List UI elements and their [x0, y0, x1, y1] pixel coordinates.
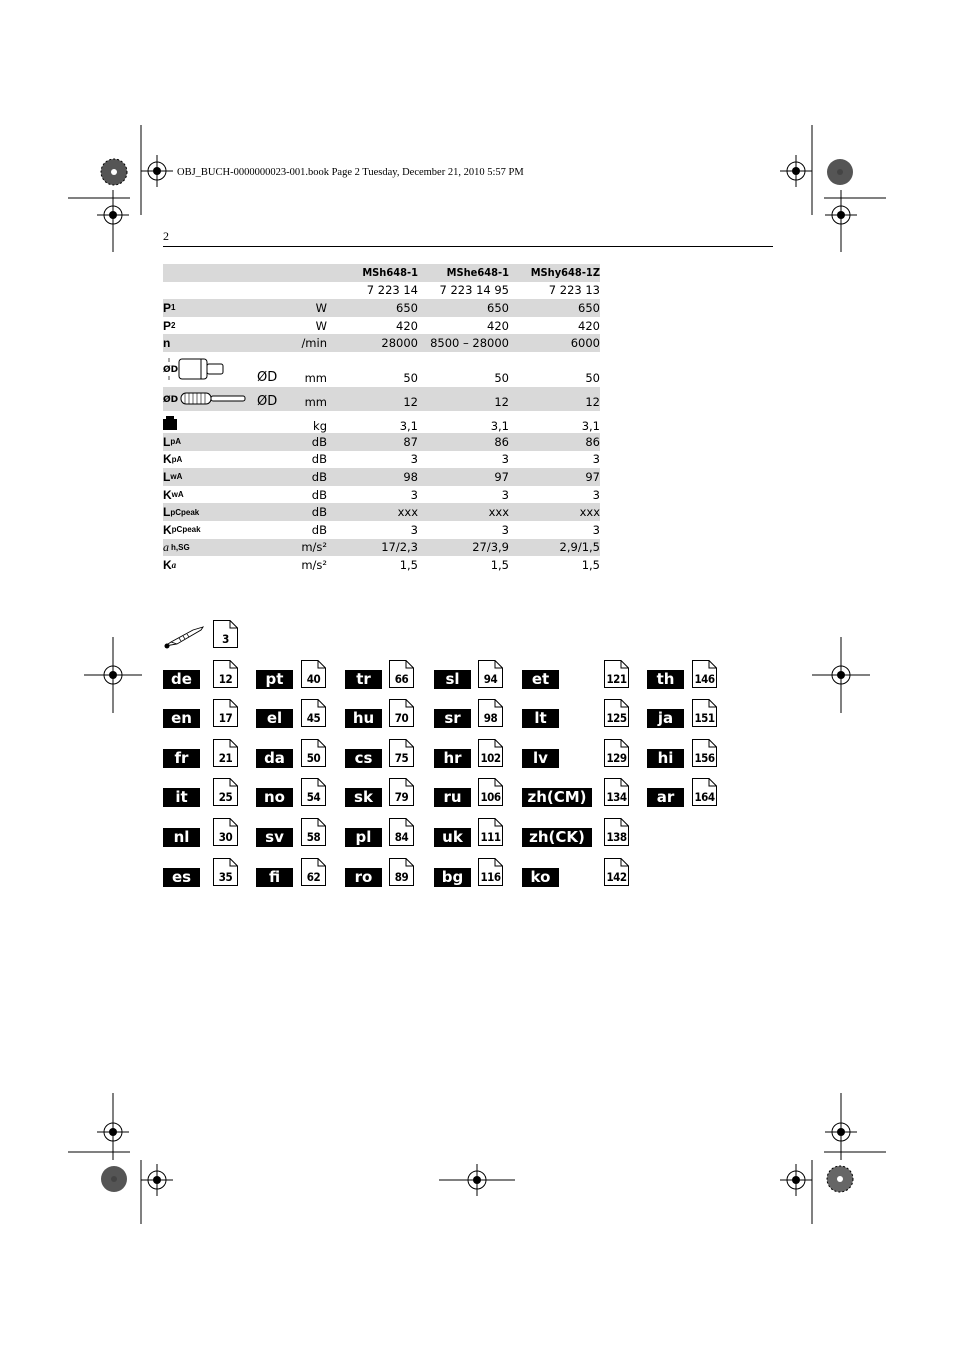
row-value: 3,1: [490, 418, 509, 433]
page-ref-icon[interactable]: [213, 660, 238, 688]
language-badge-zhcm[interactable]: zh(CM): [522, 788, 592, 807]
row-value: 3: [501, 487, 509, 502]
row-value: 97: [585, 469, 600, 484]
language-badge-sv[interactable]: sv: [256, 828, 293, 847]
language-badge-zhck[interactable]: zh(CK): [522, 828, 592, 847]
language-badge-sk[interactable]: sk: [345, 788, 382, 807]
language-badge-pt[interactable]: pt: [256, 670, 293, 689]
page-number-ref: 111: [480, 830, 501, 844]
page-ref-icon[interactable]: [213, 818, 238, 846]
language-badge-sl[interactable]: sl: [434, 670, 471, 689]
page-ref-icon[interactable]: [478, 699, 503, 727]
page-number-ref: 98: [483, 711, 498, 725]
page-ref-icon[interactable]: [213, 699, 238, 727]
language-badge-ru[interactable]: ru: [434, 788, 471, 807]
row-value: 3,1: [399, 418, 418, 433]
page-number-ref: 138: [606, 830, 627, 844]
row-symbol: ØD: [257, 393, 278, 409]
weight-icon: [163, 411, 177, 433]
row-unit: /min: [301, 336, 327, 351]
row-value: 50: [494, 370, 509, 385]
row-value: 27/3,9: [472, 540, 509, 555]
row-value: 8500 – 28000: [430, 336, 509, 351]
row-value: 28000: [381, 336, 418, 351]
star-target: [827, 159, 853, 185]
row-value: 97: [494, 469, 509, 484]
table-row: [163, 299, 600, 317]
language-badge-hu[interactable]: hu: [345, 709, 382, 728]
page-ref-icon[interactable]: [389, 739, 414, 767]
page-number: 2: [163, 229, 169, 243]
language-badge-ja[interactable]: ja: [647, 709, 684, 728]
row-label: K pCpeak: [163, 522, 201, 537]
page-number-ref: 58: [306, 830, 321, 844]
svg-text:ØD: ØD: [163, 394, 179, 405]
row-value: 2,9/1,5: [559, 540, 600, 555]
page-number-ref: 106: [480, 790, 501, 804]
language-badge-de[interactable]: de: [163, 670, 200, 689]
language-badge-uk[interactable]: uk: [434, 828, 471, 847]
row-unit: dB: [311, 505, 327, 520]
page-ref-icon[interactable]: [478, 818, 503, 846]
grinding-pin-icon: [163, 352, 225, 387]
row-value: 98: [403, 469, 418, 484]
model-name: MSh648-1: [362, 266, 418, 280]
row-unit: W: [315, 300, 327, 315]
row-unit: dB: [311, 434, 327, 449]
page-number-ref: 129: [606, 751, 627, 765]
row-unit: kg: [313, 418, 327, 433]
model-header-row: [163, 264, 600, 282]
page-ref-icon[interactable]: [604, 778, 629, 806]
page-ref-icon[interactable]: [478, 778, 503, 806]
registration-target: [439, 1164, 515, 1196]
language-badge-ko[interactable]: ko: [522, 868, 559, 887]
row-value: 3: [592, 452, 600, 467]
page-ref-icon[interactable]: [213, 778, 238, 806]
star-target: [827, 1166, 853, 1192]
row-label: K wA: [163, 487, 184, 502]
row-value: 3,1: [581, 418, 600, 433]
page-ref-icon[interactable]: [604, 858, 629, 886]
table-row: [163, 486, 600, 504]
row-value: 420: [487, 318, 509, 333]
row-value: 3: [592, 487, 600, 502]
page-ref-icon[interactable]: [604, 739, 629, 767]
page-number-ref: 54: [306, 790, 321, 804]
page-ref-icon[interactable]: [604, 818, 629, 846]
table-row: [163, 352, 600, 387]
row-value: 1,5: [399, 557, 418, 572]
page-ref-icon[interactable]: [213, 858, 238, 886]
page-number-ref: 62: [306, 870, 321, 884]
page-number-ref: 21: [218, 751, 233, 765]
row-value: 6000: [570, 336, 600, 351]
registration-target: [780, 1164, 812, 1196]
page-ref-icon[interactable]: [389, 858, 414, 886]
row-label: P 1: [163, 300, 176, 315]
language-badge-fi[interactable]: fi: [256, 868, 293, 887]
language-badge-tr[interactable]: tr: [345, 670, 382, 689]
language-badge-el[interactable]: el: [256, 709, 293, 728]
row-unit: dB: [311, 487, 327, 502]
row-label: L pCpeak: [163, 505, 200, 520]
registration-target: [141, 155, 173, 187]
row-value: 12: [494, 394, 509, 409]
registration-target: [84, 637, 142, 713]
page-ref-icon[interactable]: [301, 699, 326, 727]
language-badge-th[interactable]: th: [647, 670, 684, 689]
page-ref-icon[interactable]: [692, 660, 717, 688]
page-number-ref: 146: [694, 672, 715, 686]
row-label: n: [163, 336, 171, 351]
page-number-ref: 17: [218, 711, 233, 725]
row-value: 3: [592, 522, 600, 537]
page-number-ref: 45: [306, 711, 321, 725]
language-badge-lt[interactable]: lt: [522, 709, 559, 728]
table-row: [163, 539, 600, 557]
page-ref-icon[interactable]: [389, 818, 414, 846]
row-label: a h,SG: [163, 539, 190, 554]
page-number-ref: 151: [694, 711, 715, 725]
page-number-ref: 89: [394, 870, 409, 884]
row-label: K pA: [163, 452, 183, 467]
page-ref-icon[interactable]: [301, 778, 326, 806]
language-badge-hr[interactable]: hr: [434, 749, 471, 768]
page-ref-icon[interactable]: [213, 739, 238, 767]
page-number-ref: 12: [218, 672, 233, 686]
page-number-ref: 156: [694, 751, 715, 765]
page-number-ref: 102: [480, 751, 501, 765]
page-number-ref: 164: [694, 790, 715, 804]
language-badge-ro[interactable]: ro: [345, 868, 382, 887]
order-number: 7 223 13: [548, 283, 600, 298]
row-value: 650: [578, 300, 600, 315]
language-badge-cs[interactable]: cs: [345, 749, 382, 768]
page-ref-icon[interactable]: [604, 660, 629, 688]
row-value: 3: [501, 522, 509, 537]
row-value: 1,5: [490, 557, 509, 572]
language-badge-et[interactable]: et: [522, 670, 559, 689]
row-label: L wA: [163, 469, 183, 484]
page-number-ref: 84: [394, 830, 409, 844]
row-value: 650: [487, 300, 509, 315]
language-badge-it[interactable]: it: [163, 788, 200, 807]
page-ref-icon[interactable]: [301, 858, 326, 886]
page-ref-icon[interactable]: [389, 699, 414, 727]
language-badge-lv[interactable]: lv: [522, 749, 559, 768]
row-value: 50: [403, 370, 418, 385]
collet-shaft-icon: [163, 387, 249, 411]
row-value: 420: [578, 318, 600, 333]
model-name: MShe648-1: [446, 266, 509, 280]
page-ref-icon[interactable]: [301, 818, 326, 846]
page-number-ref: 142: [606, 870, 627, 884]
table-row: [163, 503, 600, 521]
page-number-ref: 50: [306, 751, 321, 765]
registration-target: [97, 199, 129, 231]
spec-table: [163, 264, 600, 574]
table-row: [163, 334, 600, 352]
page-ref-icon[interactable]: [478, 660, 503, 688]
registration-target: [97, 1116, 129, 1148]
registration-target: [780, 155, 812, 187]
row-unit: dB: [311, 469, 327, 484]
row-value: 86: [494, 434, 509, 449]
page-number-ref: 121: [606, 672, 627, 686]
table-row: [163, 317, 600, 335]
row-unit: dB: [311, 522, 327, 537]
row-unit: mm: [304, 370, 327, 385]
page-number-ref: 79: [394, 790, 409, 804]
page-ref-icon[interactable]: [604, 699, 629, 727]
row-unit: dB: [311, 452, 327, 467]
language-badge-da[interactable]: da: [256, 749, 293, 768]
star-target: [101, 159, 127, 185]
table-row: [163, 451, 600, 469]
row-value: 3: [501, 452, 509, 467]
page-ref-icon[interactable]: [301, 660, 326, 688]
svg-text:ØD: ØD: [163, 365, 179, 376]
row-label: L pA: [163, 434, 182, 449]
language-badge-ar[interactable]: ar: [647, 788, 684, 807]
table-row: [163, 521, 600, 539]
page-number-ref: 25: [218, 790, 233, 804]
table-row: [163, 433, 600, 451]
page-ref-icon[interactable]: [478, 858, 503, 886]
registration-target: [825, 1116, 857, 1148]
print-header: OBJ_BUCH-0000000023-001.book Page 2 Tuesday, December 21, 2010 5:57 PM: [177, 167, 524, 178]
language-badge-nl[interactable]: nl: [163, 828, 200, 847]
page-number-ref: 35: [218, 870, 233, 884]
order-number-row: [163, 282, 600, 300]
row-value: 3: [410, 452, 418, 467]
language-badge-en[interactable]: en: [163, 709, 200, 728]
table-row: [163, 387, 600, 411]
row-symbol: ØD: [257, 369, 278, 385]
page-number-ref: 134: [606, 790, 627, 804]
row-value: 3: [410, 522, 418, 537]
registration-target: [141, 1164, 173, 1196]
header-rule: [163, 246, 773, 247]
row-value: 17/2,3: [381, 540, 418, 555]
row-value: 420: [396, 318, 418, 333]
table-row: [163, 468, 600, 486]
row-value: 12: [403, 394, 418, 409]
row-value: xxx: [579, 505, 600, 520]
page-number-ref: 30: [218, 830, 233, 844]
language-badge-es[interactable]: es: [163, 868, 200, 887]
table-row: [163, 411, 600, 433]
page-number-ref: 116: [480, 870, 501, 884]
row-unit: m/s²: [301, 540, 327, 555]
page-ref-icon[interactable]: [389, 778, 414, 806]
page-ref-icon[interactable]: [389, 660, 414, 688]
row-unit: W: [315, 318, 327, 333]
row-value: xxx: [488, 505, 509, 520]
language-badge-sr[interactable]: sr: [434, 709, 471, 728]
star-target: [101, 1166, 127, 1192]
row-value: 87: [403, 434, 418, 449]
page-ref-icon[interactable]: [301, 739, 326, 767]
row-label: K a: [163, 557, 177, 572]
page-ref-icon[interactable]: [692, 739, 717, 767]
language-badge-bg[interactable]: bg: [434, 868, 471, 887]
row-value: 1,5: [581, 557, 600, 572]
page-number-ref: 70: [394, 711, 409, 725]
row-value: 650: [396, 300, 418, 315]
tool-drawing-icon: [163, 626, 205, 655]
row-unit: mm: [304, 394, 327, 409]
row-value: 12: [585, 394, 600, 409]
page-number-ref: 40: [306, 672, 321, 686]
row-label: P 2: [163, 318, 176, 333]
registration-target: [812, 637, 870, 713]
page-number-ref: 125: [606, 711, 627, 725]
language-badge-fr[interactable]: fr: [163, 749, 200, 768]
order-number: 7 223 14: [366, 283, 418, 298]
language-badge-hi[interactable]: hi: [647, 749, 684, 768]
order-number: 7 223 14 95: [439, 283, 509, 298]
language-badge-pl[interactable]: pl: [345, 828, 382, 847]
row-value: 3: [410, 487, 418, 502]
row-value: 86: [585, 434, 600, 449]
page-ref-icon[interactable]: [478, 739, 503, 767]
page-ref-icon[interactable]: [692, 778, 717, 806]
row-unit: m/s²: [301, 557, 327, 572]
model-name: MShy648-1Z: [530, 266, 600, 280]
page-number-ref: 94: [483, 672, 498, 686]
registration-target: [825, 199, 857, 231]
intro-page-ref[interactable]: 3: [213, 620, 238, 648]
page-number-ref: 66: [394, 672, 409, 686]
table-row: [163, 556, 600, 574]
page-number-ref: 75: [394, 751, 409, 765]
language-badge-no[interactable]: no: [256, 788, 293, 807]
row-value: 50: [585, 370, 600, 385]
row-value: xxx: [397, 505, 418, 520]
page-ref-icon[interactable]: [692, 699, 717, 727]
